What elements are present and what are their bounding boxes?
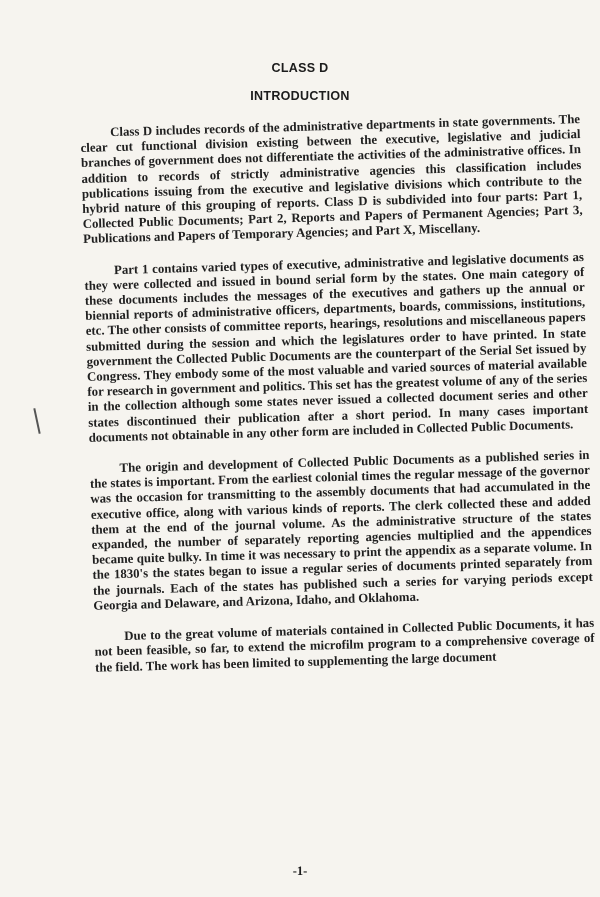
body-text xyxy=(80,112,596,691)
paragraph-1: Class D includes records of the administrative departments in state governments. The clear cut functional division existing between the executive, legislative and judicial branches of government does not differentiate the activities of the administrative offices. In addition to records of strictly administrative agencies this classification includes publications issuing from the executive and legislative divisions which contribute to the hybrid nature of this grouping of reports. Class D is subdivided into four parts: Part 1, Collected Public Documents; Part 2, Reports and Papers of Permanent Agencies; Part 3, Publications and Papers of Temporary Agencies; and Part X, Miscellany. xyxy=(80,112,583,247)
page-number: -1- xyxy=(292,864,308,878)
paragraph-2: Part 1 contains varied types of executive, administrative and legislative documents as they were collected and issued in bound serial form by the states. One main category of these documents includes the messages of the executives and gathers up the annual or biennial reports of administrative officers, departments, boards, commissions, institutions, etc. The other consists of committee reports, hearings, resolutions and miscellaneous papers submitted during the session and which the legislatures order to have printed. In state government the Collected Public Documents are the counterpart of the Serial Set issued by Congress. They embody some of the most valuable and varied sources of material available for research in government and politics. This set has the greatest volume of any of the series in the collection although some states never issued a collected document series and other states discontinued their publication after a short period. In many cases important documents not obtainable in any other form are included in Collected Public Documents. xyxy=(84,249,589,445)
margin-mark xyxy=(33,408,40,434)
section-title: INTRODUCTION xyxy=(250,89,350,103)
paragraph-3: The origin and development of Collected Public Documents as a published series in the states is important. From the earliest colonial times the regular message of the governor was the occasion for transmitting to the assembly documents that had accumulated in the executive office, along with various kinds of reports. The clerk collected these and added them at the end of the journal volume. As the administrative structure of the states expanded, the number of separately reporting agencies multiplied and the appendices became quite bulky. In time it was necessary to print the appendix as a separate volume. In the 1830's the states began to issue a regular series of documents printed separately from the journals. Each of the states has published such a series for varying periods except Georgia and Delaware, and Arizona, Idaho, and Oklahoma. xyxy=(89,447,593,613)
class-title: CLASS D xyxy=(271,61,329,75)
paragraph-4: Due to the great volume of materials contained in Collected Public Documents, it has not been feasible, so far, to extend the microfilm program to a comprehensive coverage of the field. The work has been limited to supplementing the large document xyxy=(94,615,595,675)
